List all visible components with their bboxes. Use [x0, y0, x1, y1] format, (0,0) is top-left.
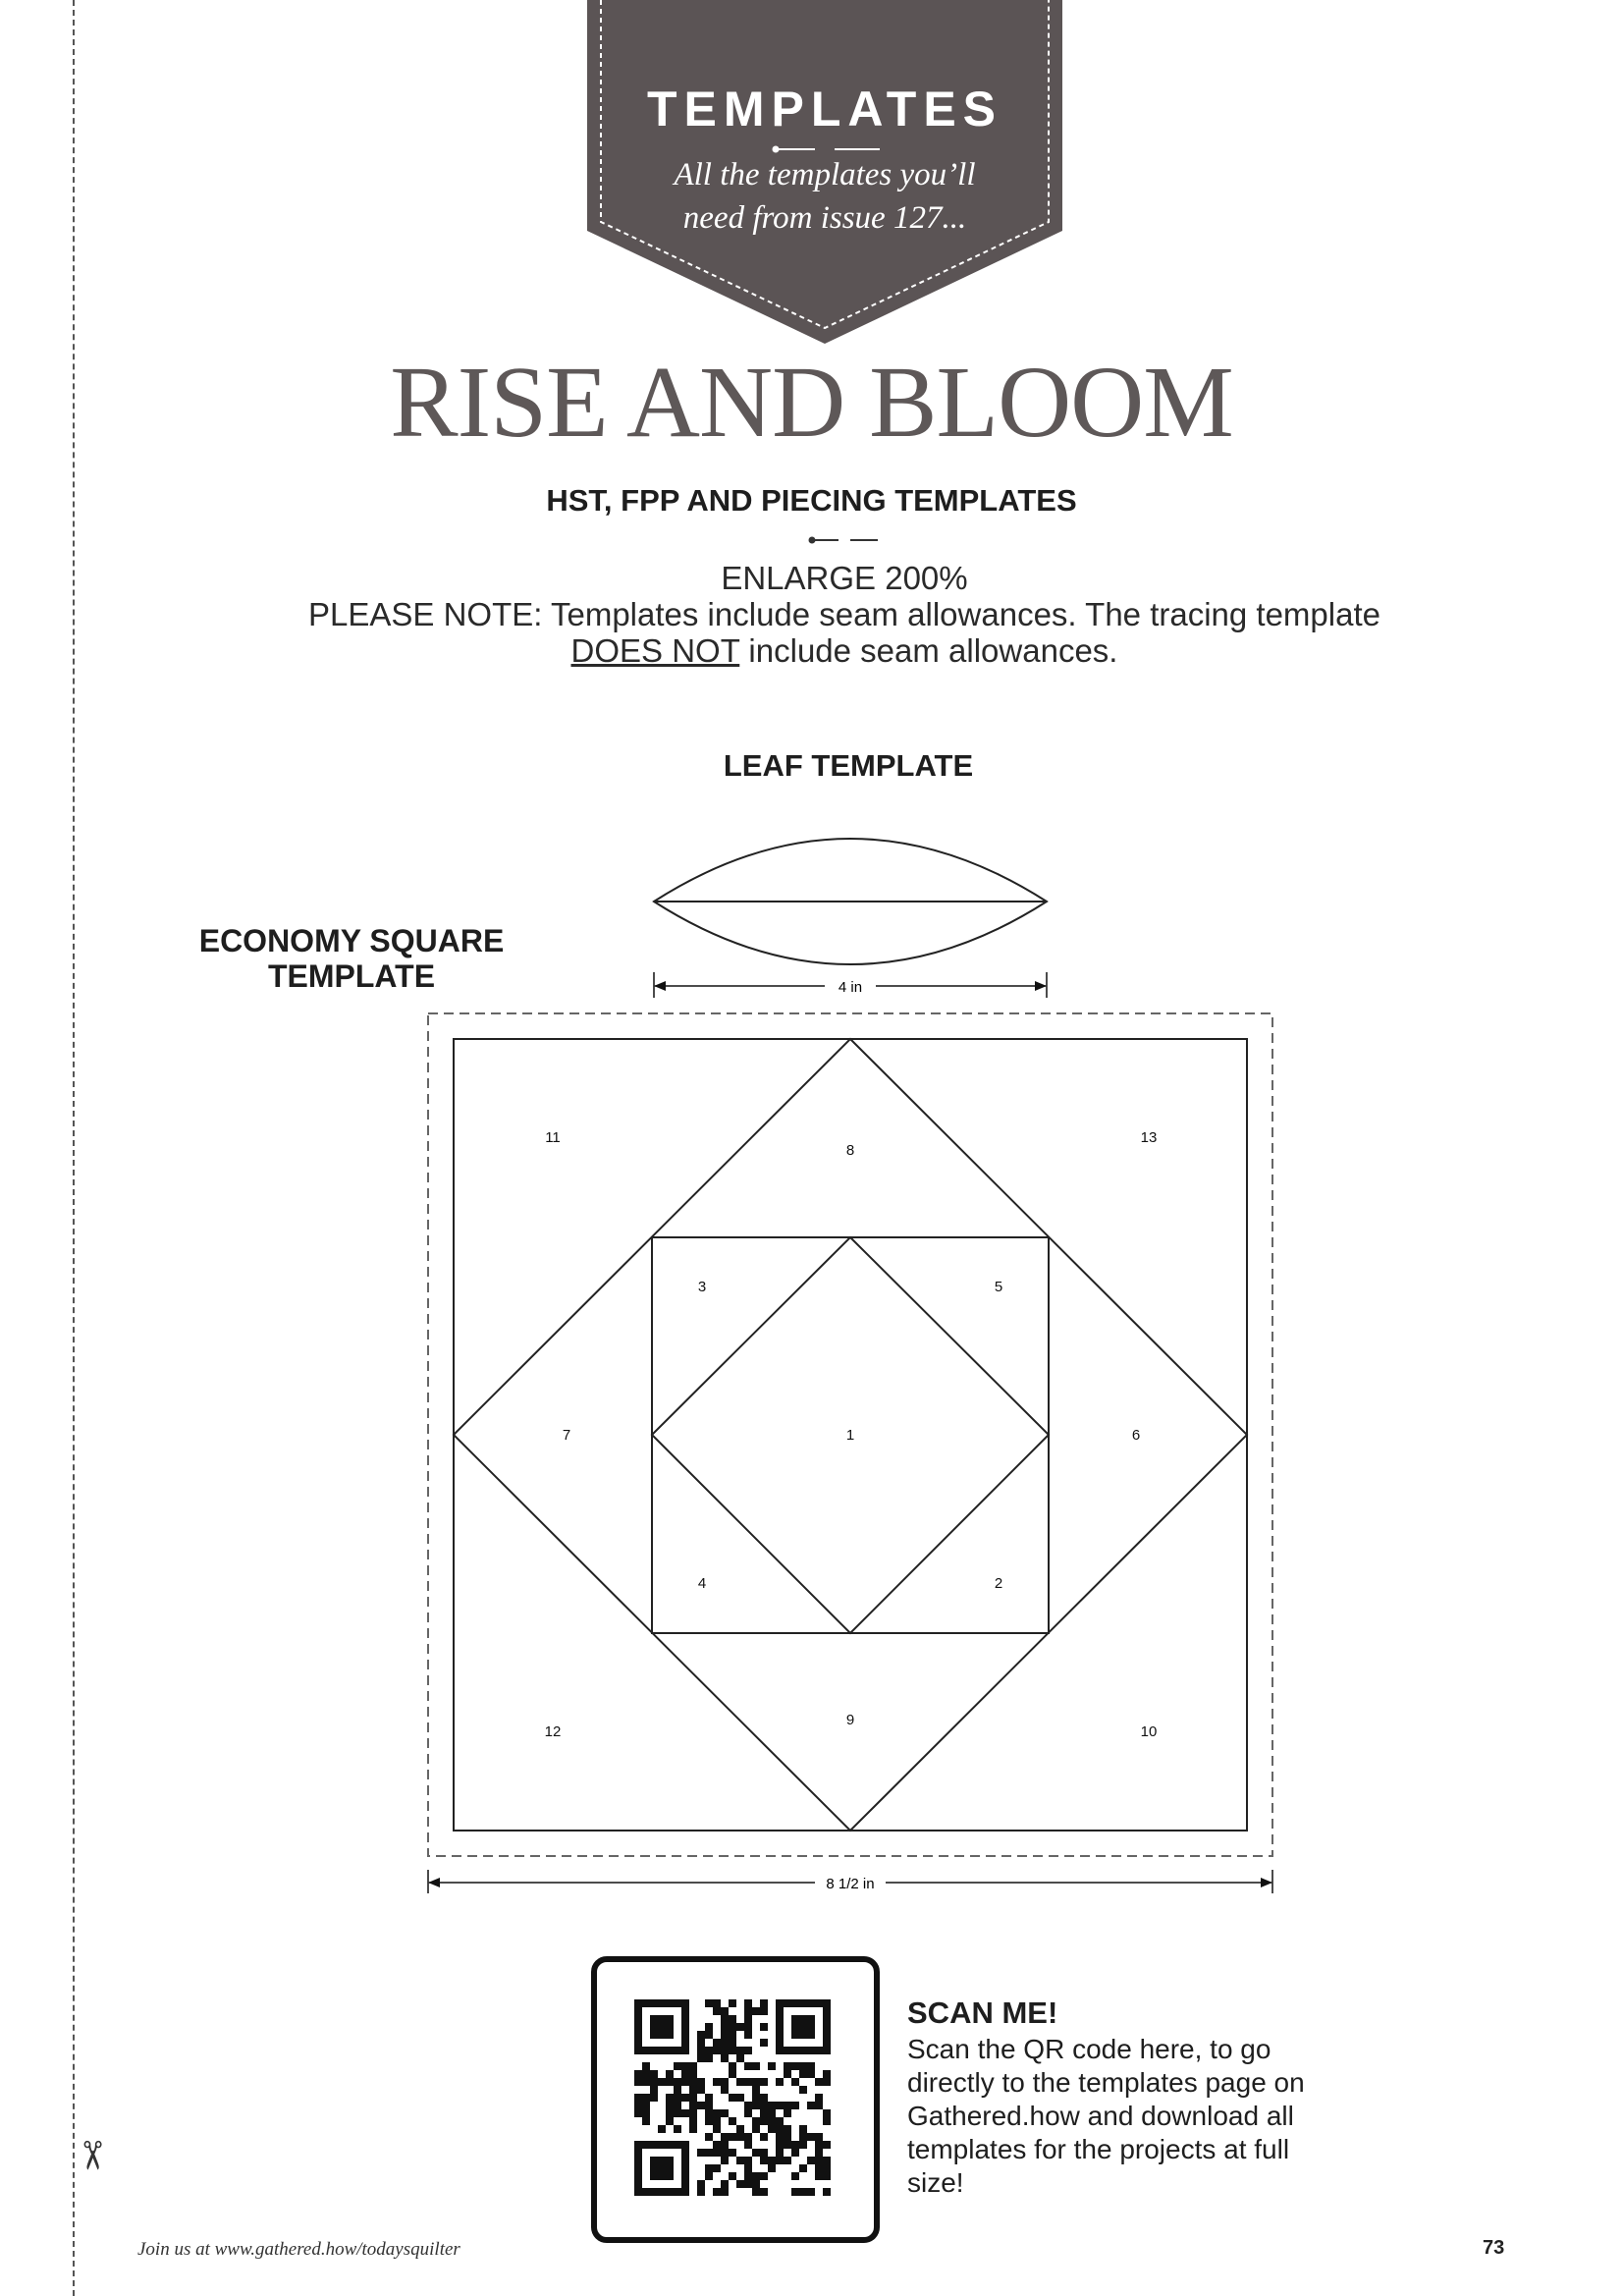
- scan-title: SCAN ME!: [907, 1995, 1058, 2030]
- economy-square-piece-numbers: [545, 1129, 1158, 1740]
- scan-body: Scan the QR code here, to go directly to the templates page on Gathered.how and download all templates for the projects at full size!: [907, 2034, 1305, 2198]
- piece-number: 8: [845, 1142, 855, 1159]
- notes-enlarge: ENLARGE 200%: [721, 560, 968, 596]
- piece-number: 11: [545, 1129, 561, 1146]
- piece-number: 13: [1140, 1129, 1158, 1146]
- leaf-dimension-label: 4 in: [838, 979, 863, 996]
- piece-number: 9: [845, 1712, 855, 1728]
- piece-number: 4: [697, 1575, 707, 1592]
- economy-square-dimension: [428, 1870, 1272, 1893]
- piece-number: 12: [544, 1723, 562, 1740]
- piece-number: 6: [1131, 1427, 1141, 1444]
- economy-label-line2: TEMPLATE: [267, 958, 436, 994]
- footer-link[interactable]: Join us at www.gathered.how/todaysquilter: [137, 2239, 460, 2260]
- banner-subtitle-line2: need from issue 127...: [682, 200, 967, 236]
- economy-label-line1: ECONOMY SQUARE: [198, 923, 505, 958]
- piece-number: 7: [562, 1427, 571, 1444]
- page-number: 73: [1483, 2237, 1505, 2259]
- piece-number: 3: [697, 1279, 707, 1295]
- qr-code[interactable]: [591, 1956, 880, 2243]
- notes-tracing-rest: include seam allowances.: [739, 632, 1118, 669]
- page-title: RISE AND BLOOM: [390, 346, 1233, 459]
- piece-number: 10: [1140, 1723, 1158, 1740]
- piece-number: 1: [845, 1427, 855, 1444]
- economy-dimension-label: 8 1/2 in: [826, 1876, 875, 1892]
- scissors-icon: ✂: [68, 2139, 114, 2172]
- banner-subtitle-line1: All the templates you’ll: [674, 157, 976, 192]
- economy-square-label: [157, 923, 546, 994]
- leaf-dimension: [654, 972, 1047, 998]
- banner-title: TEMPLATES: [646, 82, 1003, 137]
- leaf-shape: [654, 839, 1047, 964]
- qr-code-image: [597, 1962, 874, 2237]
- leaf-template-label: LEAF TEMPLATE: [723, 748, 974, 783]
- notes-does-not: DOES NOT: [570, 632, 740, 669]
- piece-number: 5: [994, 1279, 1003, 1295]
- notes-seam-allowance: PLEASE NOTE: Templates include seam allowances. The tracing template: [308, 596, 1380, 632]
- page-subtitle: HST, FPP AND PIECING TEMPLATES: [546, 483, 1077, 518]
- piece-number: 2: [994, 1575, 1003, 1592]
